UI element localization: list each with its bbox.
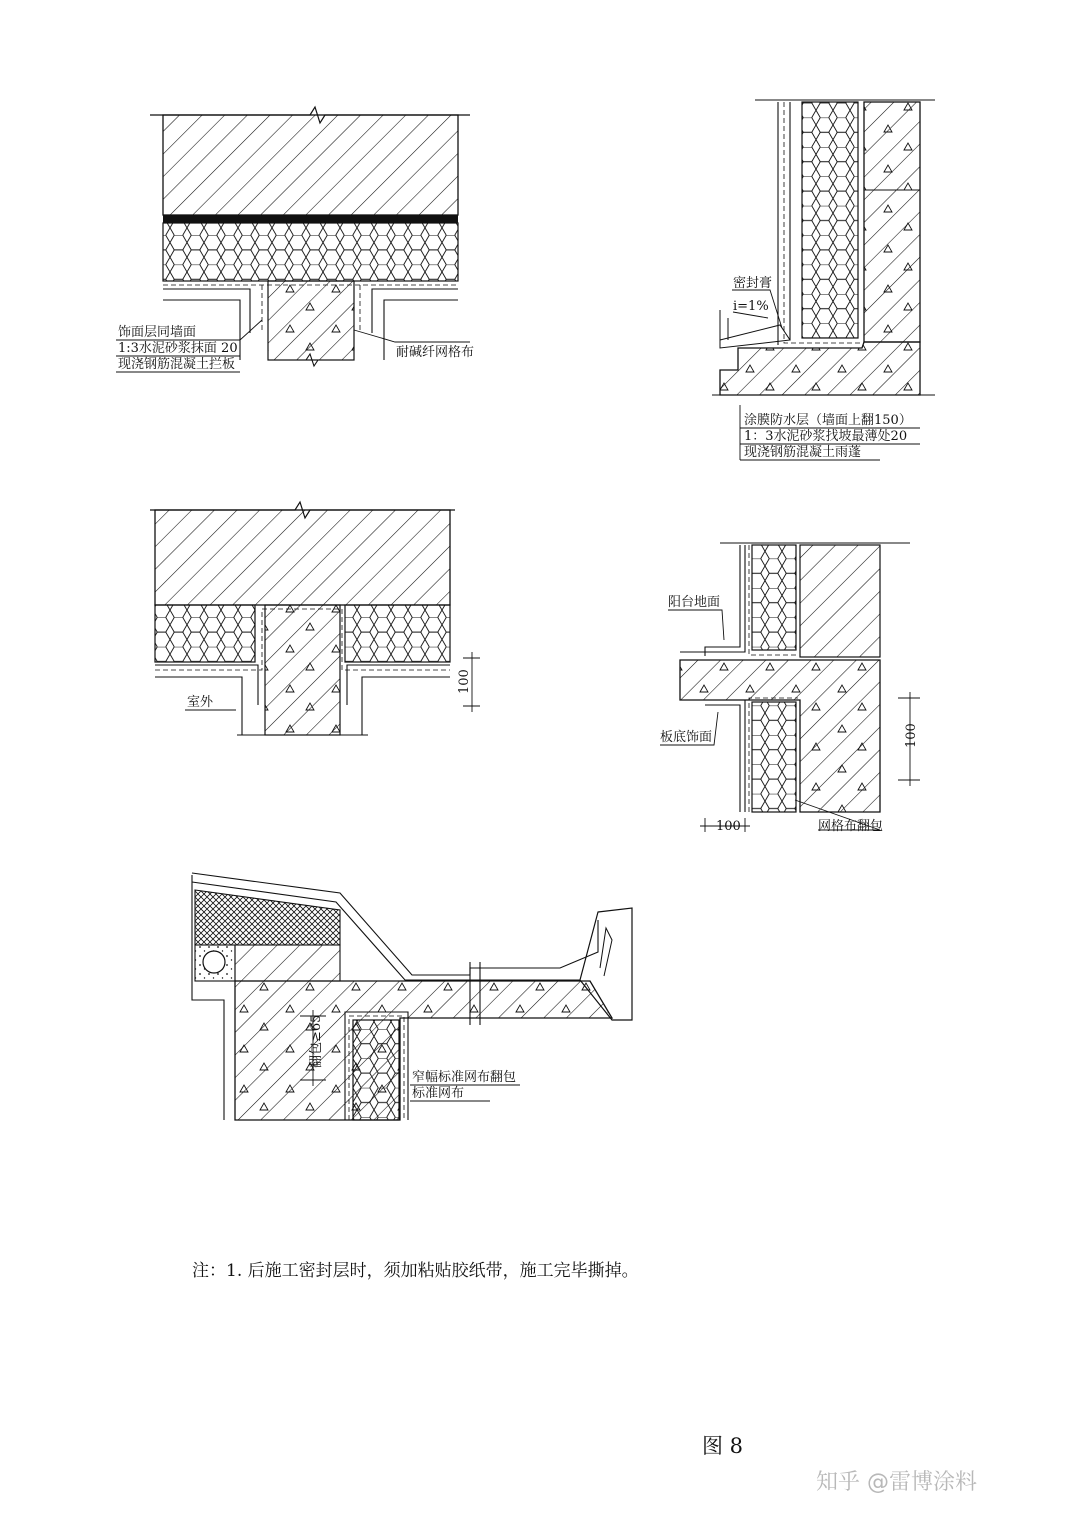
slope-mortar (720, 325, 790, 348)
detail-2-canopy-section (712, 100, 935, 460)
concrete-slab (155, 510, 450, 605)
detail-1-parapet-section (116, 107, 474, 372)
label-outdoor: 室外 (187, 695, 214, 710)
label-soffit-finish: 板底饰面 (660, 730, 713, 745)
label-standard-mesh: 标准网布 (412, 1086, 465, 1101)
label-mesh-wrap: 网格布翻包 (818, 819, 884, 834)
detail-5-roof-edge-section (192, 873, 632, 1120)
label-finish: 饰面层同墙面 (118, 325, 197, 340)
insulation-board-right (345, 605, 450, 662)
detail-3-wall-section (150, 502, 480, 735)
figure-label: 图 8 (702, 1434, 744, 1458)
label-mesh: 耐碱纤网格布 (396, 345, 475, 360)
flashing (600, 928, 612, 976)
label-concrete-canopy: 现浇钢筋混凝土雨蓬 (744, 445, 862, 460)
label-wrap-min-65: 翻包≥65 (309, 1014, 324, 1068)
insulation-board (163, 223, 458, 281)
concrete-wall-upper (800, 545, 880, 657)
watermark: 知乎 @雷博涂料 (816, 1470, 977, 1495)
rigid-insulation (195, 890, 340, 945)
dimension-100-vertical: 100 (904, 723, 919, 748)
detail-4-balcony-section (660, 543, 920, 834)
insulation-board-lower (752, 702, 796, 812)
label-waterproof-coating: 涂膜防水层（墙面上翻150） (744, 413, 912, 428)
label-slope-mortar: 1：3水泥砂浆找坡最薄处20 (744, 429, 908, 444)
screed-layer (235, 945, 340, 981)
insulation-board-left (155, 605, 255, 662)
dimension-100: 100 (457, 669, 472, 694)
label-concrete-parapet: 现浇钢筋混凝土拦板 (118, 357, 236, 372)
insulation-board (802, 102, 858, 338)
waterproof-layer (163, 215, 458, 223)
insulation-board (353, 1020, 399, 1120)
concrete-slab (163, 115, 458, 215)
label-slope: i=1% (733, 299, 769, 314)
insulation-board-upper (752, 545, 796, 650)
label-narrow-mesh-wrap: 窄幅标准网布翻包 (412, 1070, 517, 1085)
drain-pipe (203, 951, 225, 973)
label-sealant: 密封膏 (733, 276, 773, 291)
drawing-note: 注：1. 后施工密封层时，须加粘贴胶纸带，施工完毕撕掉。 (192, 1261, 639, 1281)
label-mortar: 1:3水泥砂浆抹面 20 (118, 341, 238, 356)
label-balcony-floor: 阳台地面 (668, 595, 721, 610)
dimension-100-horizontal: 100 (716, 819, 741, 834)
